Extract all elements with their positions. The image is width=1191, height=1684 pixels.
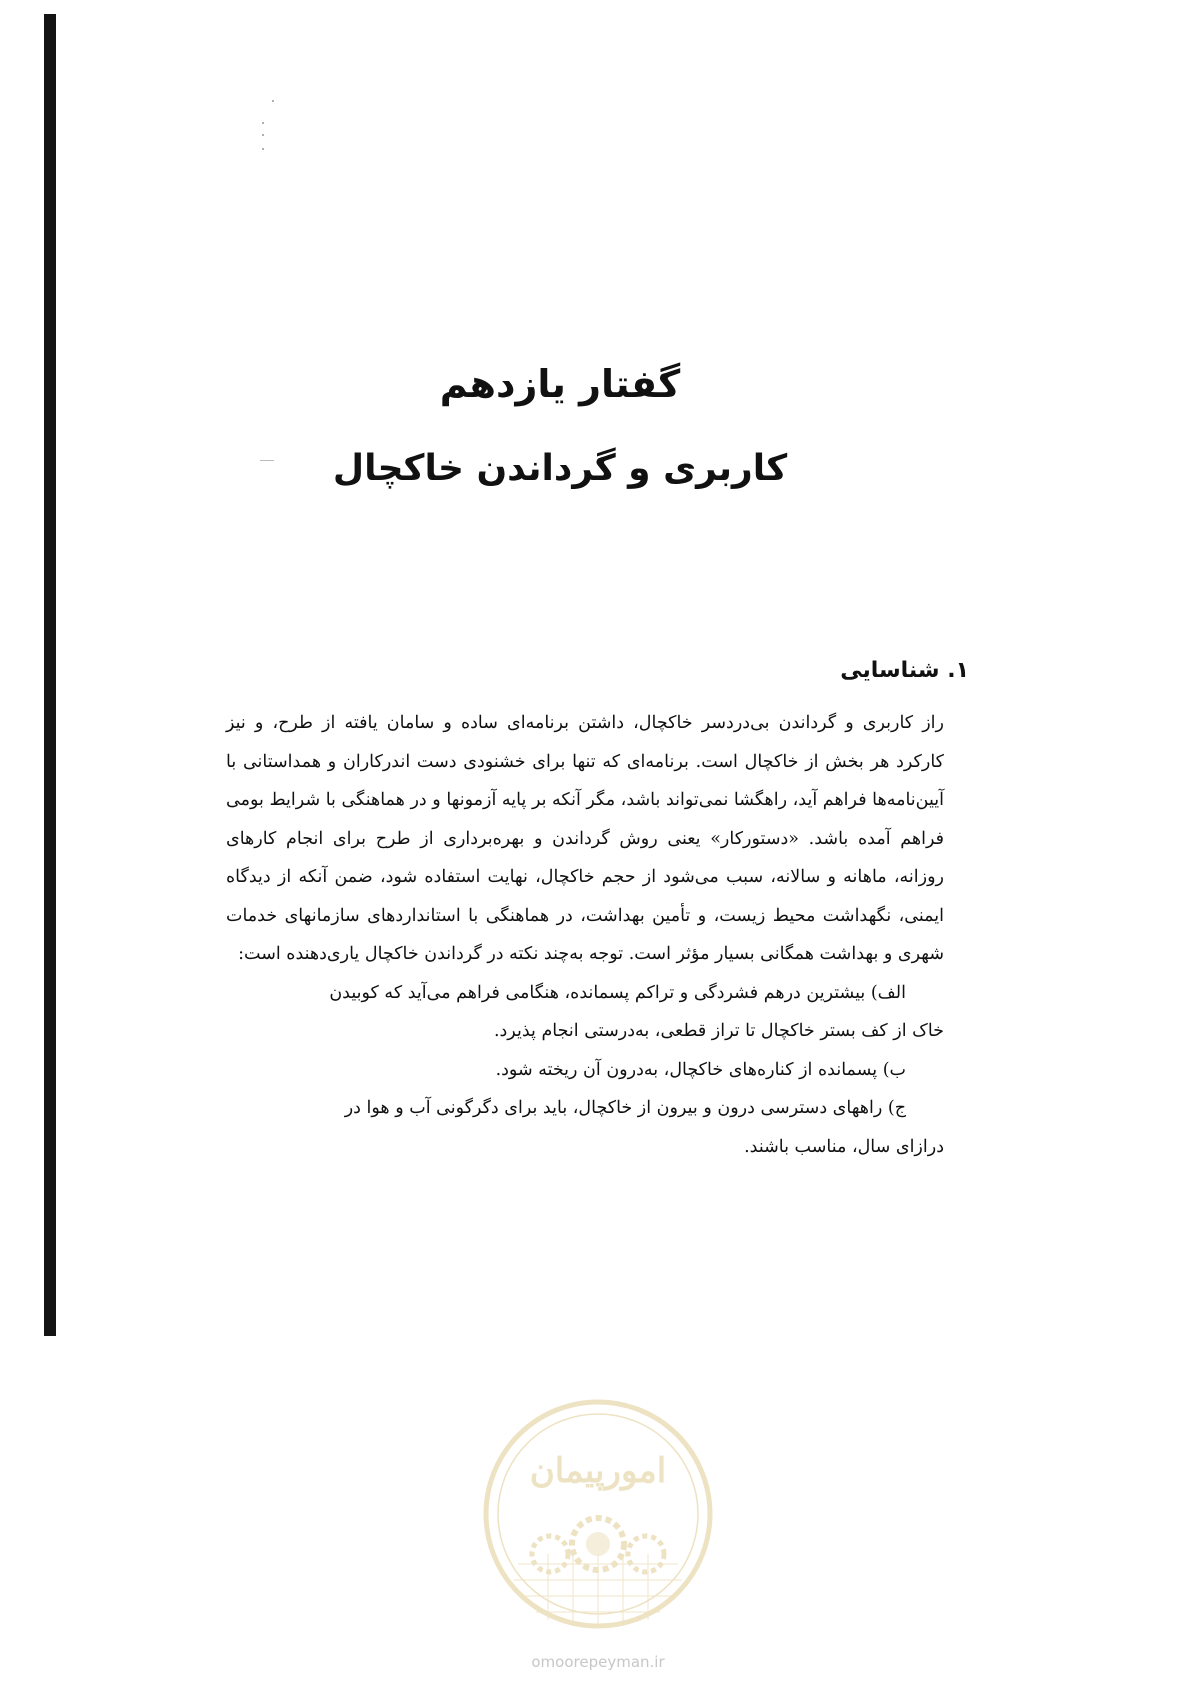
list-item-alef-continuation: خاک از کف بستر خاکچال تا تراز قطعی، به‌درستی انجام پذیرد. bbox=[493, 1021, 944, 1041]
list-item-jim: ج) راههای دسترسی درون و بیرون از خاکچال، باید برای دگرگونی آب و هوا در bbox=[344, 1098, 906, 1118]
list-item-be: ب) پسمانده از کناره‌های خاکچال، به‌درون آن ریخته شود. bbox=[495, 1059, 906, 1080]
intro-paragraph: راز کاربری و گرداندن بی‌دردسر خاکچال، داشتن برنامه‌ای ساده و سامان یافته از طرح، و نیز کارکرد هر بخش از خاکچال است. برنامه‌ای که تنها برای خشنودی دست اندرکاران و همداستانی با آیین‌نامه‌ها فراهم آید، راهگشا نمی‌تواند باشد، مگر آنکه بر پایه آزمونها و در هماهنگی با شرایط بومی فراهم آمده باشد. «دستورکار» یعنی روش گرداندن و بهره‌برداری از طرح برای انجام کارهای روزانه، ماهانه و سالانه، سبب می‌شود از حجم خاکچال، نهایت استفاده شود، ضمن آنکه از دیدگاه ایمنی، نگهداشت محیط زیست، و تأمین بهداشت، در هماهنگی با استانداردهای سازمانهای خدمات شهری و بهداشت همگانی بسیار مؤثر است. توجه به‌چند نکته در گرداندن خاکچال یاری‌دهنده است: bbox=[226, 713, 944, 964]
scan-noise bbox=[262, 100, 282, 160]
watermark-website: omoorepeyman.ir bbox=[531, 1653, 665, 1671]
list-item-jim-continuation: درازای سال، مناسب باشند. bbox=[744, 1136, 944, 1157]
scan-binding-edge bbox=[44, 14, 56, 1336]
body-text bbox=[226, 704, 944, 1166]
watermark-logo-text: امورپیمان bbox=[529, 1451, 667, 1491]
watermark-logo bbox=[478, 1394, 718, 1634]
section-heading: ۱. شناسایی bbox=[840, 658, 969, 683]
scan-noise-mark bbox=[260, 460, 274, 461]
chapter-title: گفتار یازدهم bbox=[439, 362, 681, 406]
chapter-subtitle: کاربری و گرداندن خاکچال bbox=[332, 448, 788, 489]
list-item-alef: الف) بیشترین درهم فشردگی و تراکم پسمانده، هنگامی فراهم می‌آید که کوبیدن bbox=[329, 982, 906, 1003]
